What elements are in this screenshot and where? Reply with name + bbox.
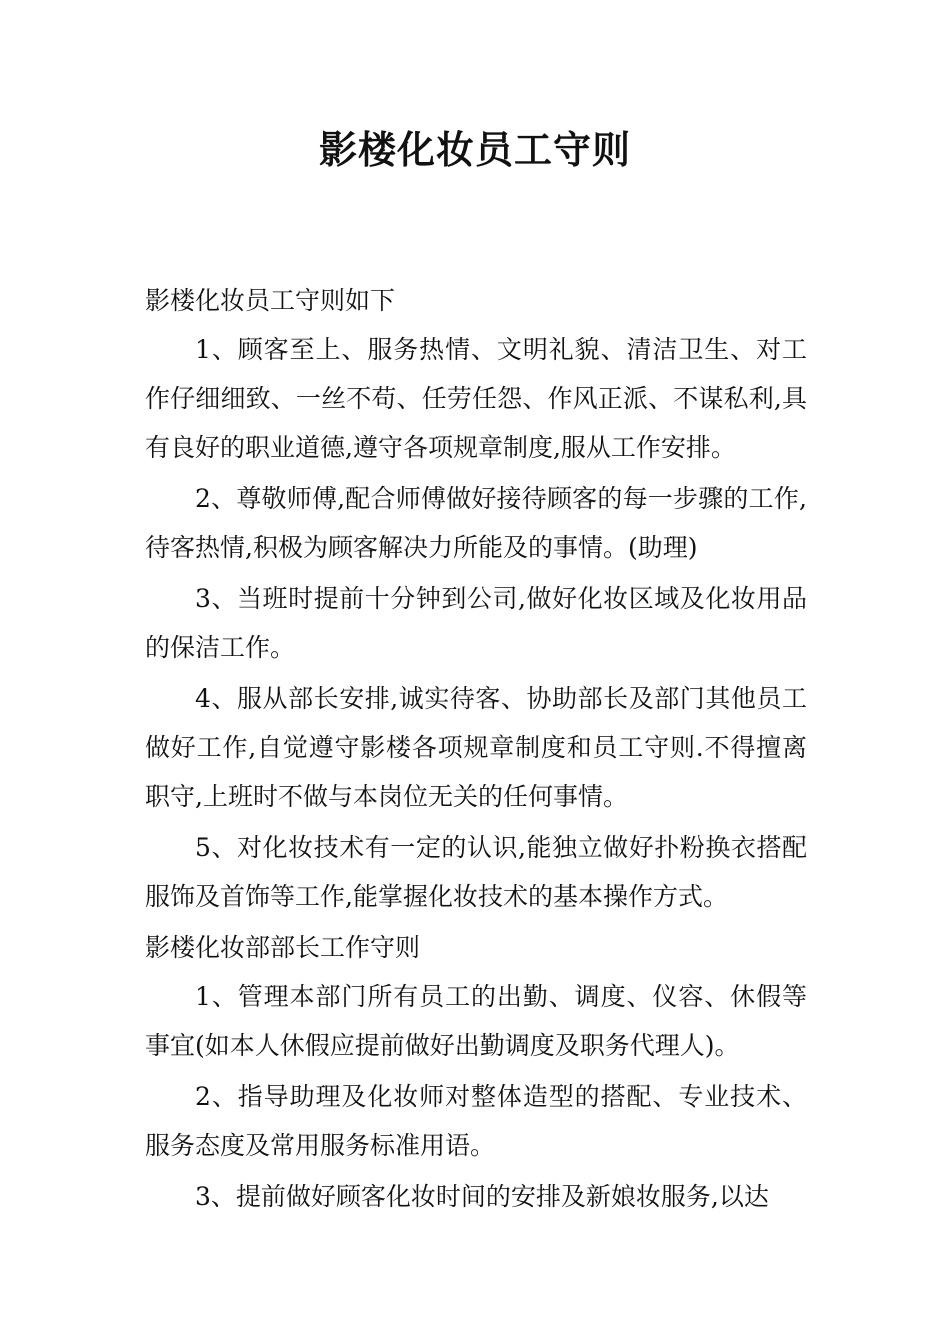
document-title: 影楼化妆员工守则 xyxy=(318,127,631,172)
rule-item: 1、顾客至上、服务热情、文明礼貌、清洁卫生、对工作仔细细致、一丝不苟、任劳任怨、作风正派、不谋私利,具有良好的职业道德,遵守各项规章制度,服从工作安排。 xyxy=(145,335,807,462)
rule-item: 2、尊敬师傅,配合师傅做好接待顾客的每一步骤的工作,待客热情,积极为顾客解决力所能及的事情。(助理) xyxy=(145,484,807,562)
rule-item: 3、当班时提前十分钟到公司,做好化妆区域及化妆用品的保洁工作。 xyxy=(145,584,807,662)
rule-item: 1、管理本部门所有员工的出勤、调度、仪容、休假等事宜(如本人休假应提前做好出勤调度及职务代理人)。 xyxy=(145,982,807,1060)
section-heading-manager-rules: 影楼化妆部部长工作守则 xyxy=(145,933,421,962)
rule-item: 5、对化妆技术有一定的认识,能独立做好扑粉换衣搭配服饰及首饰等工作,能掌握化妆技术的基本操作方式。 xyxy=(145,833,807,911)
rule-item: 3、提前做好顾客化妆时间的安排及新娘妆服务,以达 xyxy=(195,1182,769,1211)
document-body xyxy=(145,276,807,1223)
rule-item: 4、服从部长安排,诚实待客、协助部长及部门其他员工做好工作,自觉遵守影楼各项规章制度和员工守则.不得擅离职守,上班时不做与本岗位无关的任何事情。 xyxy=(145,684,807,811)
section-heading-staff-rules: 影楼化妆员工守则如下 xyxy=(145,286,396,315)
rule-item: 2、指导助理及化妆师对整体造型的搭配、专业技术、服务态度及常用服务标准用语。 xyxy=(145,1082,807,1160)
